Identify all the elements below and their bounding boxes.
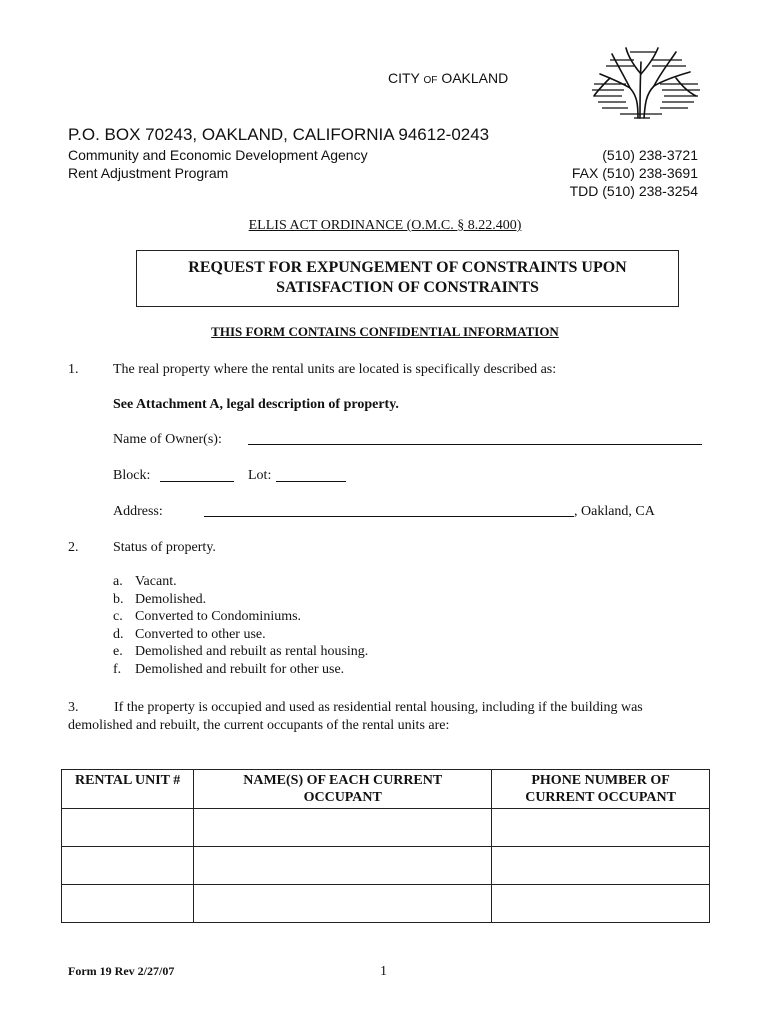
occupant-name-cell[interactable]: [194, 809, 492, 847]
section-2-number: 2.: [68, 540, 79, 555]
oak-tree-icon: [590, 44, 702, 120]
owner-name-field[interactable]: [248, 444, 702, 445]
city-name: [388, 70, 508, 86]
lot-field[interactable]: [276, 481, 346, 482]
address-city-suffix: , Oakland, CA: [574, 504, 655, 519]
address-field[interactable]: [204, 516, 574, 517]
block-field[interactable]: [160, 481, 234, 482]
rental-unit-cell[interactable]: [62, 847, 194, 885]
tdd-number: TDD (510) 238-3254: [569, 183, 698, 199]
section-2-text: Status of property.: [113, 540, 216, 555]
block-label: Block:: [113, 468, 151, 483]
occupant-name-cell[interactable]: [194, 885, 492, 923]
section-3-text: If the property is occupied and used as residential rental housing, including if the building was demolished and rebuilt, the current occupants of the rental units are:: [68, 700, 643, 733]
contact-numbers: [570, 146, 698, 200]
page-number: 1: [380, 964, 387, 979]
header-rental-unit: RENTAL UNIT #: [62, 770, 194, 809]
city-word: CITY: [388, 70, 420, 86]
rental-unit-cell[interactable]: [62, 885, 194, 923]
status-options-list: [113, 573, 368, 679]
fax-number: FAX (510) 238-3691: [571, 165, 698, 181]
section-1-number: 1.: [68, 362, 79, 377]
table-row: [62, 885, 710, 923]
table-row: [62, 847, 710, 885]
agency-name: Community and Economic Development Agency: [68, 147, 368, 163]
po-box-address: P.O. BOX 70243, OAKLAND, CALIFORNIA 94612-0243: [68, 125, 490, 144]
lot-label: Lot:: [248, 468, 272, 483]
section-3-number: 3.: [68, 700, 79, 715]
phone-number: (510) 238-3721: [602, 147, 698, 163]
ordinance-heading: ELLIS ACT ORDINANCE (O.M.C. § 8.22.400): [248, 218, 522, 233]
program-name: Rent Adjustment Program: [68, 165, 229, 181]
form-title-box: [136, 250, 679, 307]
form-title-line-2: SATISFACTION OF CONSTRAINTS: [276, 279, 539, 296]
section-1-text: The real property where the rental units are located is specifically described as:: [113, 362, 557, 377]
of-word: OF: [423, 75, 438, 86]
status-option-demolished: b. Demolished.: [113, 591, 207, 607]
occupant-phone-cell[interactable]: [492, 809, 710, 847]
address-label: Address:: [113, 504, 163, 519]
header-phone-number: PHONE NUMBER OF CURRENT OCCUPANT: [492, 770, 710, 809]
form-revision: Form 19 Rev 2/27/07: [68, 964, 175, 978]
form-title-line-1: REQUEST FOR EXPUNGEMENT OF CONSTRAINTS UPON: [188, 259, 627, 276]
status-option-rebuilt-other: f. Demolished and rebuilt for other use.: [113, 661, 345, 677]
confidential-notice: THIS FORM CONTAINS CONFIDENTIAL INFORMATION: [211, 324, 559, 339]
occupant-phone-cell[interactable]: [492, 885, 710, 923]
oakland-word: OAKLAND: [441, 70, 509, 86]
occupant-phone-cell[interactable]: [492, 847, 710, 885]
rental-unit-cell[interactable]: [62, 809, 194, 847]
status-option-condominiums: c. Converted to Condominiums.: [113, 609, 302, 625]
status-option-other-use: d. Converted to other use.: [113, 626, 266, 642]
table-header-row: [62, 770, 710, 809]
status-option-rebuilt-rental: e. Demolished and rebuilt as rental housing.: [113, 644, 369, 660]
agency-block: [68, 146, 368, 182]
header-occupant-names: NAME(S) OF EACH CURRENT OCCUPANT: [194, 770, 492, 809]
occupant-name-cell[interactable]: [194, 847, 492, 885]
see-attachment-note: See Attachment A, legal description of property.: [113, 397, 399, 412]
section-3-paragraph: [68, 699, 708, 735]
table-row: [62, 809, 710, 847]
status-option-vacant: a. Vacant.: [113, 574, 177, 589]
occupants-table: [61, 769, 710, 923]
owner-name-label: Name of Owner(s):: [113, 432, 222, 447]
